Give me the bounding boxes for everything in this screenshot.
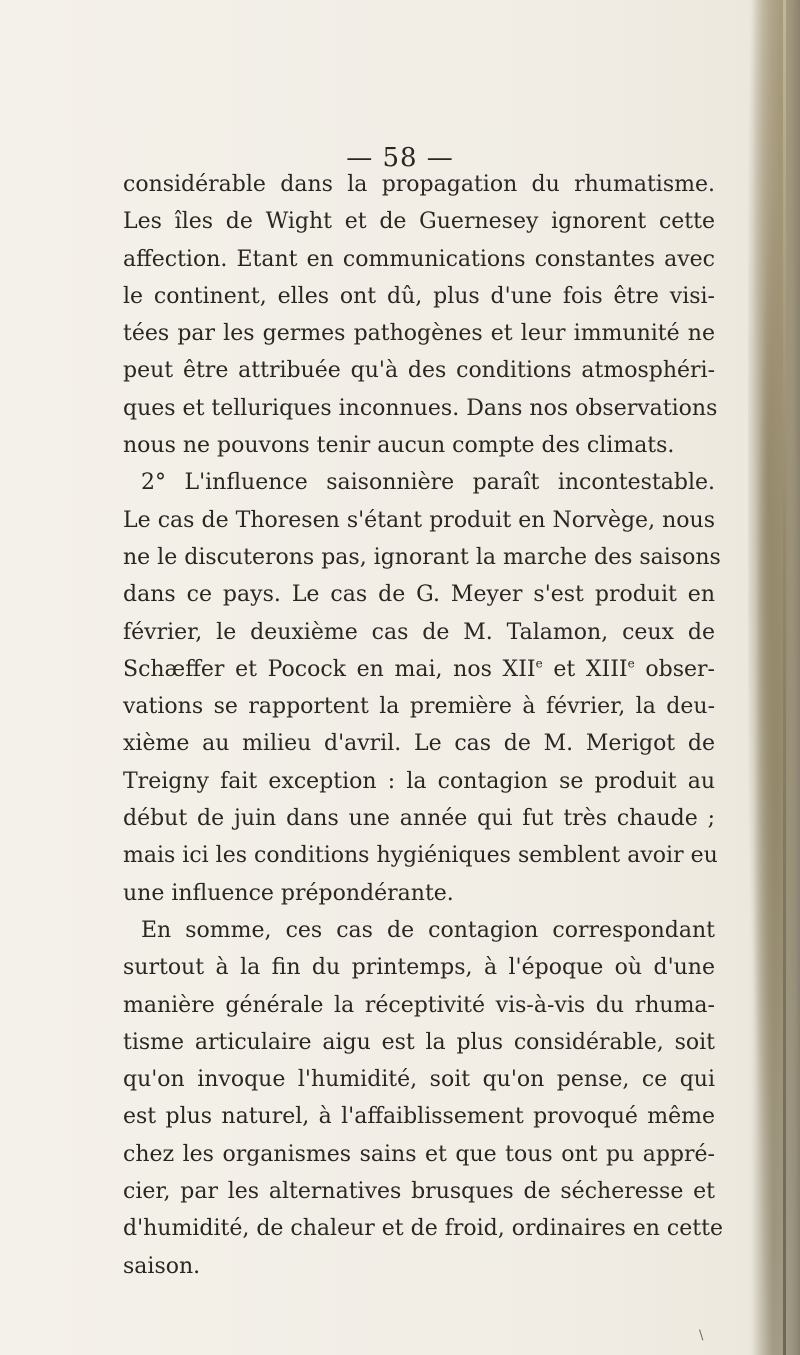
stray-mark: \ xyxy=(699,1328,704,1343)
text-line: ques et telluriques inconnues. Dans nos observations xyxy=(123,395,718,421)
text-line: vations se rapportent la première à février, la deu- xyxy=(123,694,715,720)
text-line: Treigny fait exception : la contagion se produit au xyxy=(123,768,715,794)
book-spine-shadow xyxy=(748,0,800,1355)
text-line: nous ne pouvons tenir aucun compte des climats. xyxy=(123,433,675,459)
text-line: tées par les germes pathogènes et leur immunité ne xyxy=(123,321,715,347)
text-line: En somme, ces cas de contagion correspondant xyxy=(141,917,715,943)
text-line: est plus naturel, à l'affaiblissement provoqué même xyxy=(123,1104,715,1130)
text-line: qu'on invoque l'humidité, soit qu'on pense, ce qui xyxy=(123,1067,715,1093)
text-line: 2° L'influence saisonnière paraît incontestable. xyxy=(141,470,715,496)
text-line: début de juin dans une année qui fut très chaude ; xyxy=(123,806,715,832)
text-line: mais ici les conditions hygiéniques semblent avoir eu xyxy=(123,843,718,869)
text-line: février, le deuxième cas de M. Talamon, ceux de xyxy=(123,619,715,645)
text-line: une influence prépondérante. xyxy=(123,880,454,906)
text-line: considérable dans la propagation du rhumatisme. xyxy=(123,172,715,197)
text-line: Les îles de Wight et de Guernesey ignorent cette xyxy=(123,209,715,235)
ordinal-superscript: e xyxy=(535,656,543,671)
text-line: d'humidité, de chaleur et de froid, ordinaires en cette xyxy=(123,1216,723,1242)
text-line: saison. xyxy=(123,1253,201,1279)
text-line: Le cas de Thoresen s'étant produit en Norvège, nous xyxy=(123,507,715,533)
page-number: — 58 — xyxy=(346,143,454,173)
ordinal-superscript: e xyxy=(627,656,635,671)
text-line: peut être attribuée qu'à des conditions atmosphéri- xyxy=(123,358,715,384)
body-text xyxy=(123,166,723,1285)
text-line: xième au milieu d'avril. Le cas de M. Merigot de xyxy=(123,731,715,757)
text-line: manière générale la réceptivité vis-à-vis du rhuma- xyxy=(123,992,715,1018)
text-line: chez les organismes sains et que tous ont pu appré- xyxy=(123,1141,715,1167)
text-line: le continent, elles ont dû, plus d'une fois être visi- xyxy=(123,283,715,309)
text-line: tisme articulaire aigu est la plus considérable, soit xyxy=(123,1029,715,1055)
text-line: Schæffer et Pocock en mai, nos XIIe et XIIIe obser- xyxy=(123,656,715,682)
text-line: cier, par les alternatives brusques de sécheresse et xyxy=(123,1179,715,1205)
text-line: surtout à la fin du printemps, à l'époque où d'une xyxy=(123,955,715,981)
text-line: ne le discuterons pas, ignorant la marche des saisons xyxy=(123,544,721,570)
text-line: dans ce pays. Le cas de G. Meyer s'est produit en xyxy=(123,582,715,608)
text-line: affection. Etant en communications constantes avec xyxy=(123,246,715,272)
book-spine-edge xyxy=(783,0,786,1355)
